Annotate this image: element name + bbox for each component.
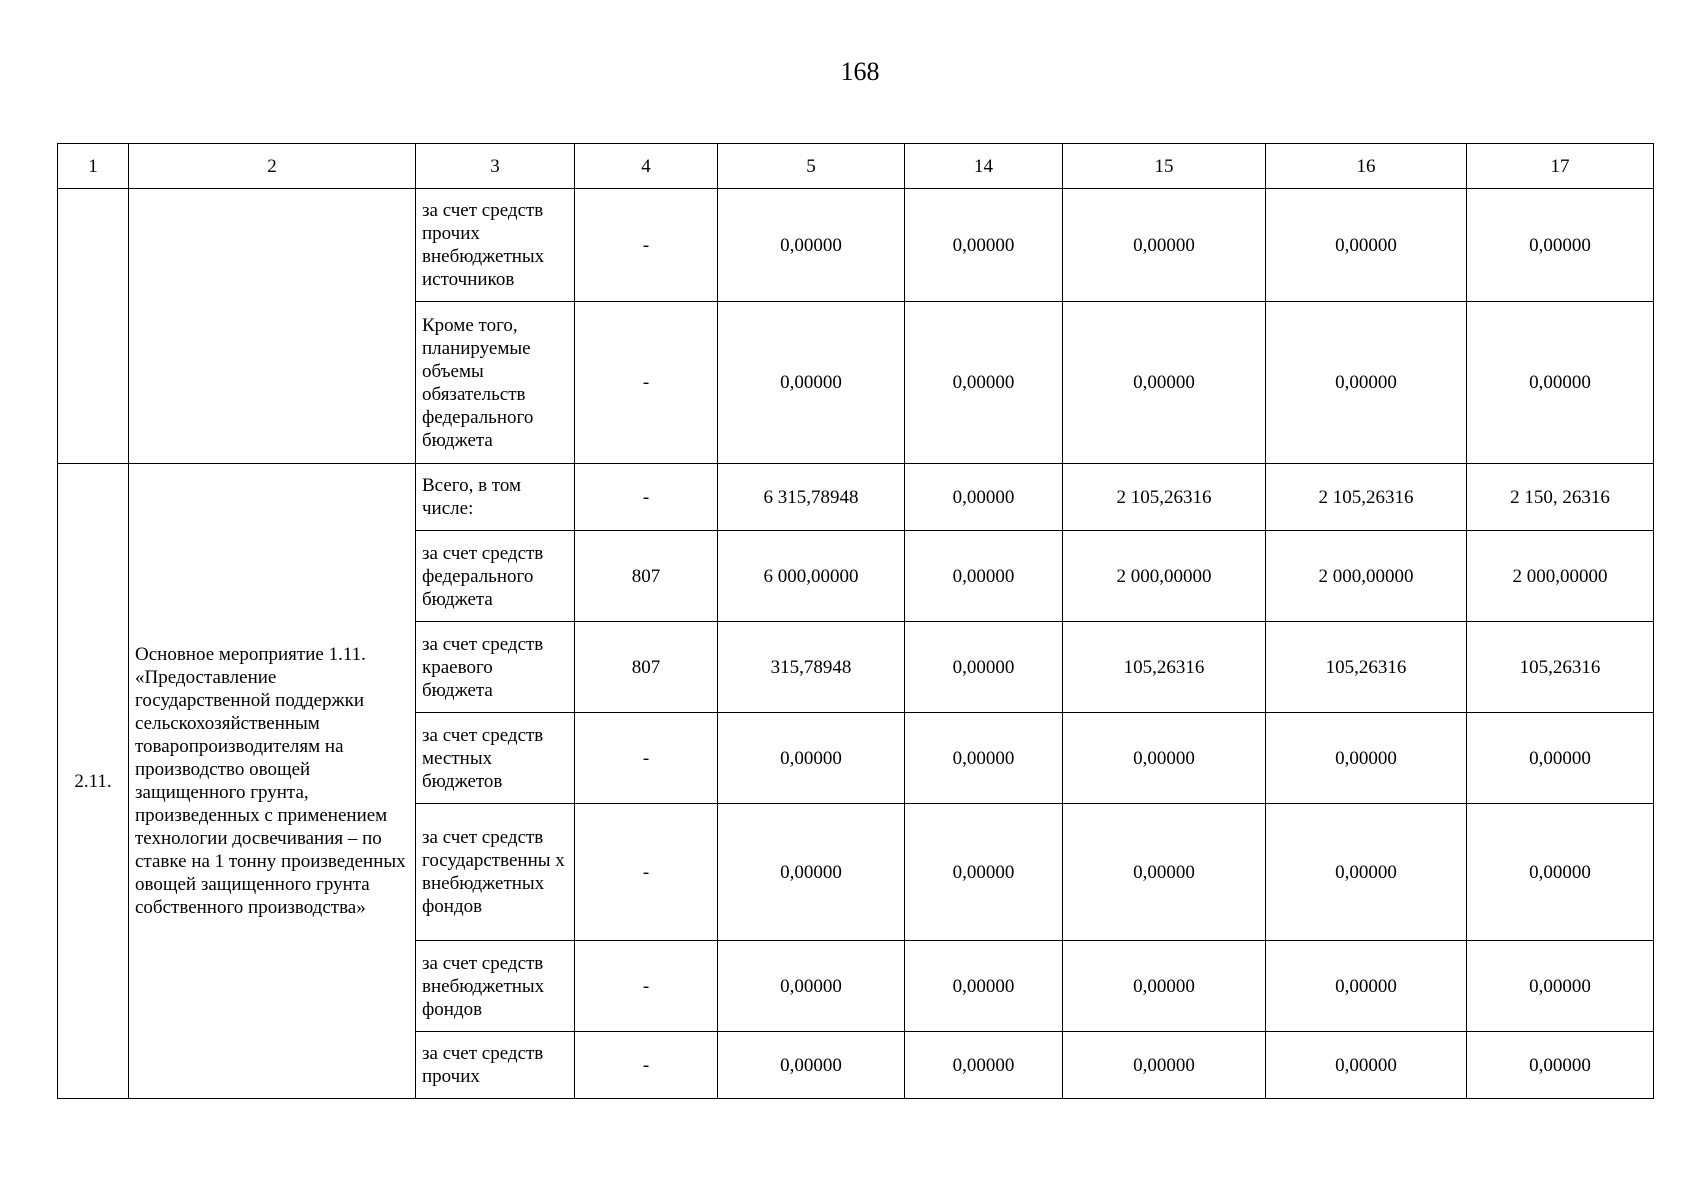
value-cell: 0,00000	[1266, 189, 1467, 302]
value-cell: 0,00000	[1063, 713, 1266, 804]
value-cell: 0,00000	[1467, 804, 1654, 941]
funding-source-cell: за счет средств прочих внебюджетных источников	[416, 189, 575, 302]
value-cell: 6 315,78948	[718, 464, 905, 531]
code-cell: -	[575, 302, 718, 464]
value-cell: 0,00000	[1063, 1032, 1266, 1099]
value-cell: 0,00000	[718, 941, 905, 1032]
value-cell: 0,00000	[1063, 941, 1266, 1032]
header-cell: 16	[1266, 144, 1467, 189]
code-cell: -	[575, 1032, 718, 1099]
header-cell: 1	[58, 144, 129, 189]
value-cell: 0,00000	[718, 804, 905, 941]
funding-source-cell: за счет средств государственны х внебюджетных фондов	[416, 804, 575, 941]
code-cell: -	[575, 189, 718, 302]
value-cell: 105,26316	[1063, 622, 1266, 713]
value-cell: 0,00000	[718, 1032, 905, 1099]
code-cell: 807	[575, 622, 718, 713]
value-cell: 6 000,00000	[718, 531, 905, 622]
value-cell: 0,00000	[1266, 1032, 1467, 1099]
value-cell: 0,00000	[718, 189, 905, 302]
value-cell: 0,00000	[905, 622, 1063, 713]
funding-source-cell: за счет средств местных бюджетов	[416, 713, 575, 804]
empty-name-cell	[129, 189, 416, 464]
value-cell: 0,00000	[905, 1032, 1063, 1099]
funding-source-cell: Кроме того, планируемые объемы обязательств федерального бюджета	[416, 302, 575, 464]
funding-source-cell: за счет средств прочих	[416, 1032, 575, 1099]
table-row	[58, 189, 1654, 302]
header-cell: 4	[575, 144, 718, 189]
page-number: 168	[840, 57, 880, 86]
header-cell: 17	[1467, 144, 1654, 189]
value-cell: 0,00000	[905, 531, 1063, 622]
header-cell: 5	[718, 144, 905, 189]
value-cell: 0,00000	[1063, 302, 1266, 464]
budget-table	[57, 143, 1654, 1099]
value-cell: 315,78948	[718, 622, 905, 713]
value-cell: 0,00000	[905, 189, 1063, 302]
value-cell: 0,00000	[1063, 804, 1266, 941]
value-cell: 2 000,00000	[1467, 531, 1654, 622]
funding-source-cell: Всего, в том числе:	[416, 464, 575, 531]
code-cell: -	[575, 941, 718, 1032]
value-cell: 0,00000	[905, 804, 1063, 941]
value-cell: 0,00000	[1467, 941, 1654, 1032]
code-cell: -	[575, 804, 718, 941]
value-cell: 0,00000	[1266, 941, 1467, 1032]
value-cell: 105,26316	[1266, 622, 1467, 713]
code-cell: -	[575, 464, 718, 531]
value-cell: 0,00000	[1467, 302, 1654, 464]
item-name-cell: Основное мероприятие 1.11. «Предоставление государственной поддержки сельскохозяйственным товаропроизводителям на производство овощей защищенного грунта, произведенных с применением технологии досвечивания – по ставке на 1 тонну произведенных овощей защищенного грунта собственного производства»	[129, 464, 416, 1099]
value-cell: 0,00000	[1467, 713, 1654, 804]
header-cell: 2	[129, 144, 416, 189]
code-cell: 807	[575, 531, 718, 622]
value-cell: 105,26316	[1467, 622, 1654, 713]
header-row	[58, 144, 1654, 189]
value-cell: 0,00000	[905, 302, 1063, 464]
item-number-cell: 2.11.	[58, 464, 129, 1099]
code-cell: -	[575, 713, 718, 804]
value-cell: 0,00000	[1266, 804, 1467, 941]
funding-source-cell: за счет средств внебюджетных фондов	[416, 941, 575, 1032]
funding-source-cell: за счет средств федерального бюджета	[416, 531, 575, 622]
value-cell: 2 000,00000	[1266, 531, 1467, 622]
value-cell: 2 105,26316	[1266, 464, 1467, 531]
value-cell: 2 150, 26316	[1467, 464, 1654, 531]
empty-number-cell	[58, 189, 129, 464]
header-cell: 14	[905, 144, 1063, 189]
value-cell: 0,00000	[718, 302, 905, 464]
header-cell: 15	[1063, 144, 1266, 189]
value-cell: 0,00000	[1063, 189, 1266, 302]
value-cell: 0,00000	[905, 713, 1063, 804]
value-cell: 0,00000	[1266, 302, 1467, 464]
table-row	[58, 464, 1654, 531]
value-cell: 0,00000	[905, 464, 1063, 531]
value-cell: 0,00000	[1467, 189, 1654, 302]
value-cell: 0,00000	[1467, 1032, 1654, 1099]
header-cell: 3	[416, 144, 575, 189]
value-cell: 2 000,00000	[1063, 531, 1266, 622]
value-cell: 0,00000	[905, 941, 1063, 1032]
funding-source-cell: за счет средств краевого бюджета	[416, 622, 575, 713]
value-cell: 0,00000	[718, 713, 905, 804]
value-cell: 2 105,26316	[1063, 464, 1266, 531]
value-cell: 0,00000	[1266, 713, 1467, 804]
